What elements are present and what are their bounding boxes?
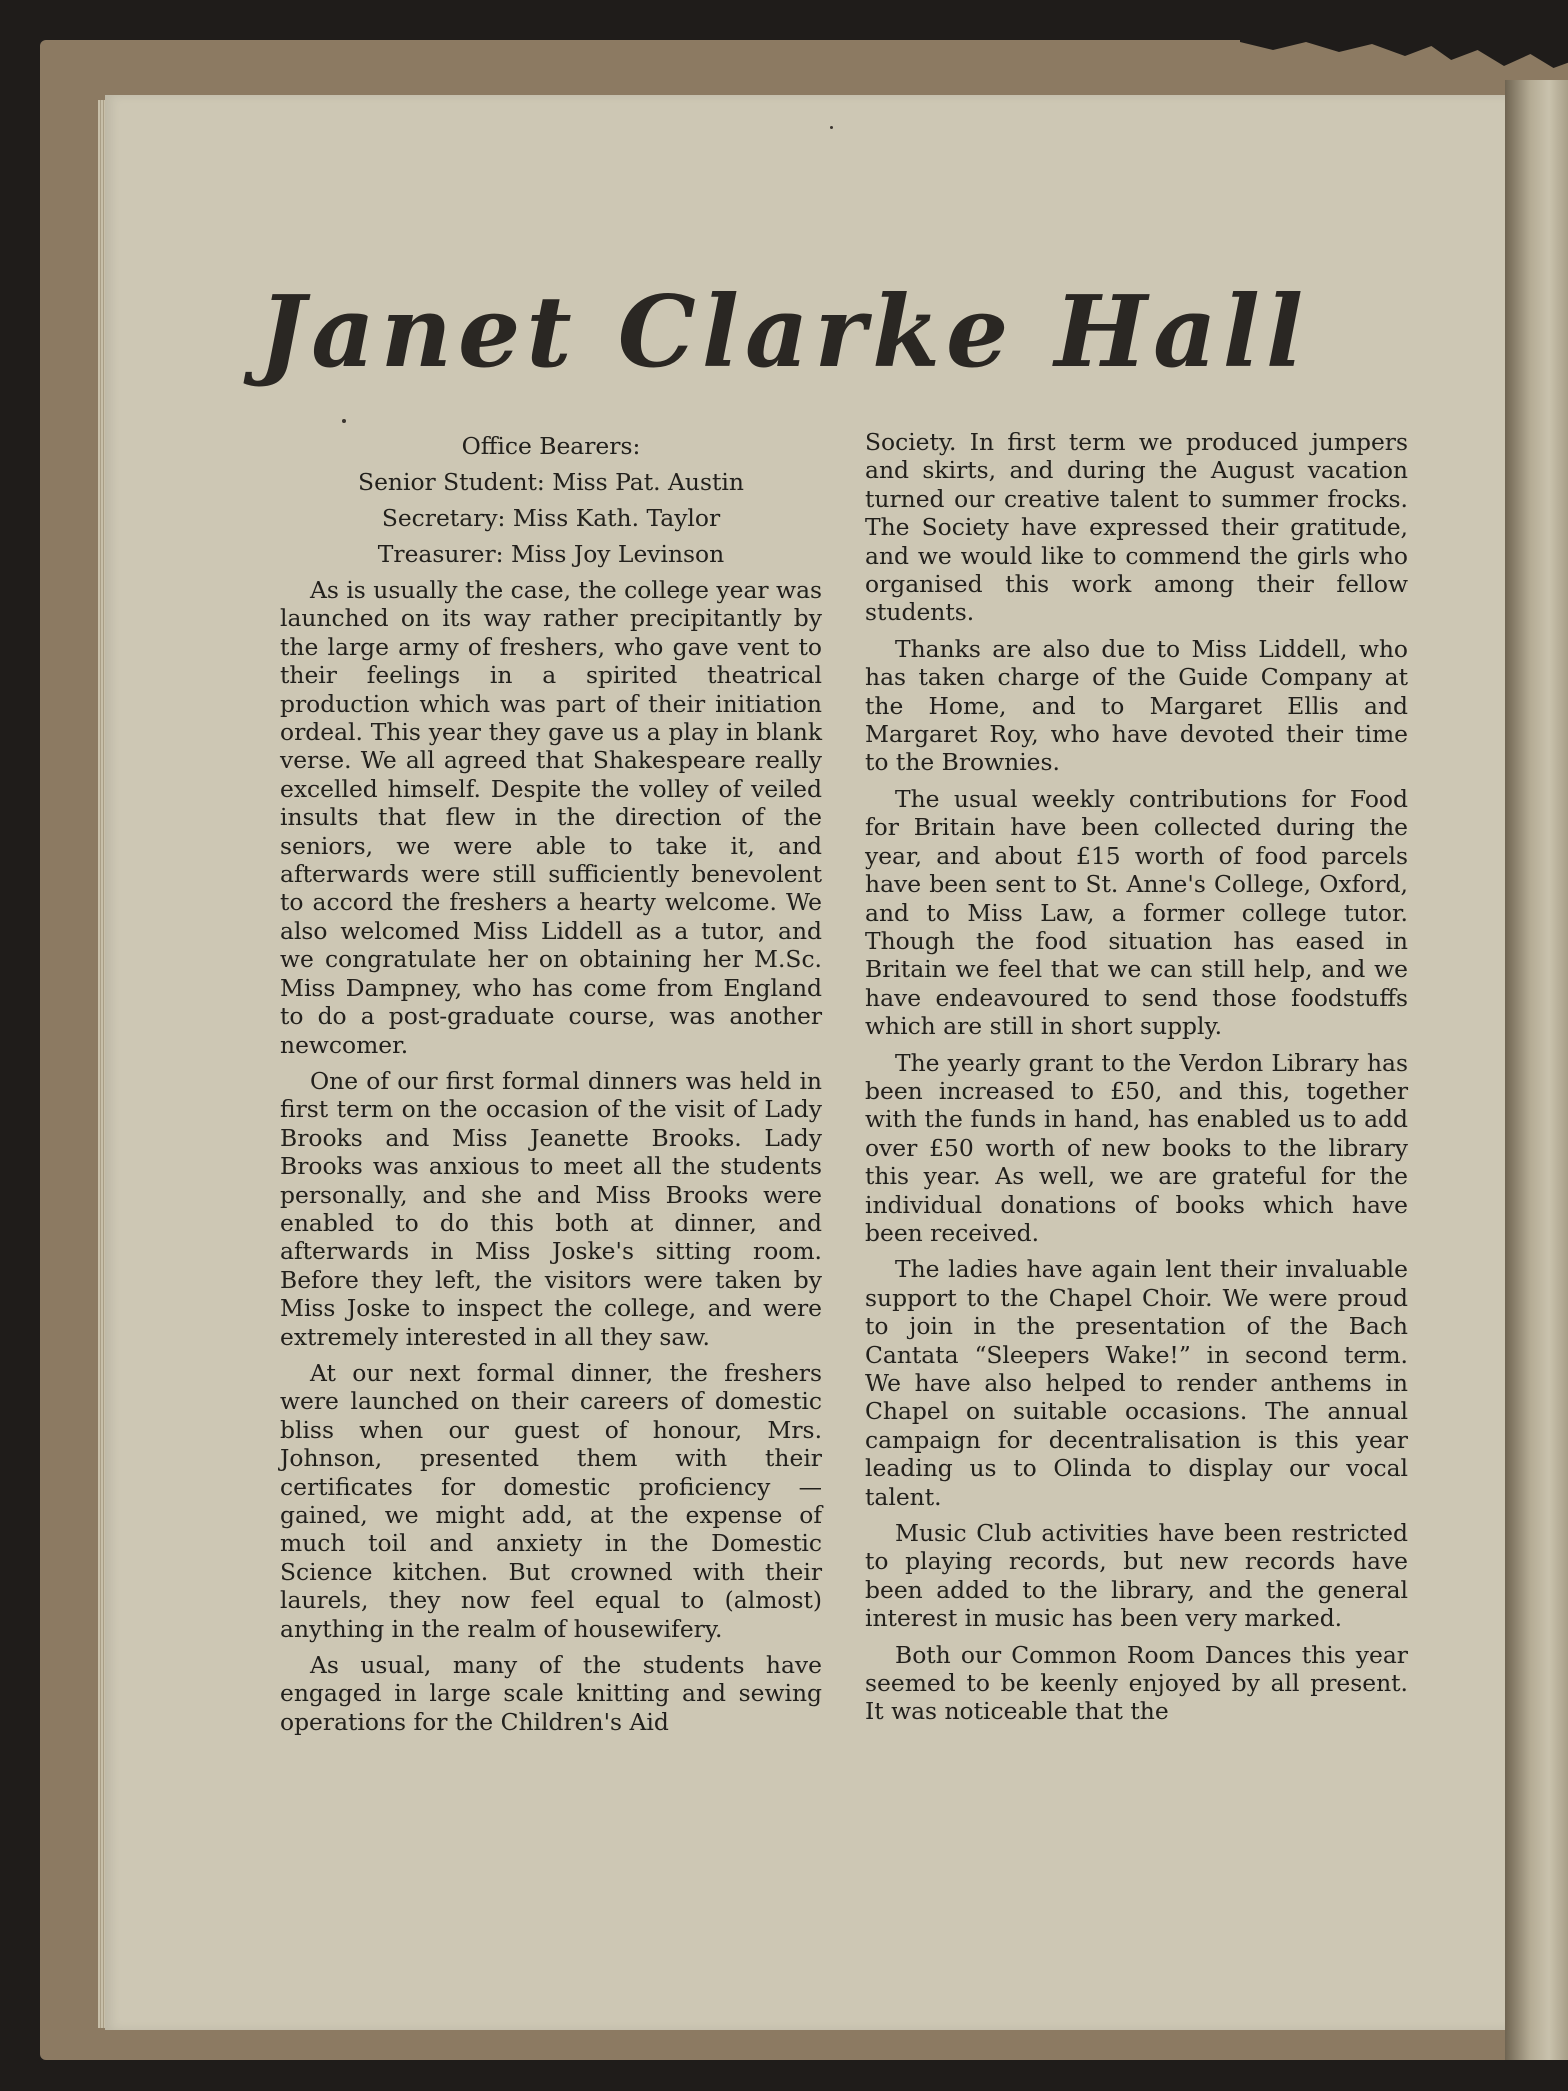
left-column (280, 428, 822, 1744)
paragraph-continuation: Society. In first term we produced jumpers and skirts, and during the August vacation turned our creative talent to summer frocks. The Society have expressed their gratitude, and we would like to commend the girls who organised this work among their fellow students. (865, 428, 1408, 627)
paragraph: The ladies have again lent their invaluable support to the Chapel Choir. We were proud to join in the presentation of the Bach Cantata “Sleepers Wake!” in second term. We have also helped to render anthems in Chapel on suitable occasions. The annual campaign for decentralisation is this year leading us to Olinda to display our vocal talent. (865, 1255, 1408, 1511)
office-bearer-line: Secretary: Miss Kath. Taylor (381, 504, 721, 532)
paragraph: Music Club activities have been restricted to playing records, but new records have been added to the library, and the general interest in music has been very marked. (865, 1519, 1408, 1633)
paragraph: As usual, many of the students have engaged in large scale knitting and sewing operations for the Children's Aid (280, 1651, 822, 1736)
office-bearers (280, 428, 822, 572)
right-column (865, 428, 1408, 1734)
office-bearer-line: Treasurer: Miss Joy Levinson (377, 540, 725, 568)
paragraph: At our next formal dinner, the freshers were launched on their careers of domestic bliss when our guest of honour, Mrs. Johnson, presented them with their certificates for domestic proficiency — gained, we might add, at the expense of much toil and anxiety in the Domestic Science kitchen. But crowned with their laurels, they now feel equal to (almost) anything in the realm of housewifery. (280, 1358, 822, 1643)
paragraph: One of our first formal dinners was held in first term on the occasion of the visit of Lady Brooks and Miss Jeanette Brooks. Lady Brooks was anxious to meet all the students personally, and she and Miss Brooks were enabled to do this both at dinner, and afterwards in Miss Joske's sitting room. Before they left, the visitors were taken by Miss Joske to inspect the college, and were extremely interested in all they saw. (280, 1066, 822, 1351)
office-bearers-heading: Office Bearers: (461, 432, 641, 460)
paragraph: As is usually the case, the college year was launched on its way rather precipitantly by the large army of freshers, who gave vent to their feelings in a spirited theatrical production which was part of their initiation ordeal. This year they gave us a play in blank verse. We all agreed that Shakespeare really excelled himself. Despite the volley of veiled insults that flew in the direction of the seniors, we were able to take it, and afterwards were still sufficiently benevolent to accord the freshers a hearty welcome. We also welcomed Miss Liddell as a tutor, and we congratulate her on obtaining her M.Sc. Miss Dampney, who has come from England to do a post-graduate course, was another newcomer. (280, 576, 823, 1059)
paragraph: The usual weekly contributions for Food for Britain have been collected during the year, and about £15 worth of food parcels have been sent to St. Anne's College, Oxford, and to Miss Law, a former college tutor. Though the food situation has eased in Britain we feel that we can still help, and we have endeavoured to send those foodstuffs which are still in short supply. (865, 784, 1408, 1041)
page-title: Janet Clarke Hall (258, 275, 1310, 390)
paper-speck (830, 126, 833, 129)
paragraph: Both our Common Room Dances this year seemed to be keenly enjoyed by all present. It was noticeable that the (865, 1640, 1408, 1726)
office-bearer-line: Senior Student: Miss Pat. Austin (358, 468, 744, 496)
paper-speck (342, 419, 346, 423)
paragraph: Thanks are also due to Miss Liddell, who has taken charge of the Guide Company at the Home, and to Margaret Ellis and Margaret Roy, who have devoted their time to the Brownies. (865, 634, 1408, 777)
paragraph: The yearly grant to the Verdon Library has been increased to £50, and this, together with the funds in hand, has enabled us to add over £50 worth of new books to the library this year. As well, we are grateful for the individual donations of books which have been received. (865, 1048, 1408, 1247)
